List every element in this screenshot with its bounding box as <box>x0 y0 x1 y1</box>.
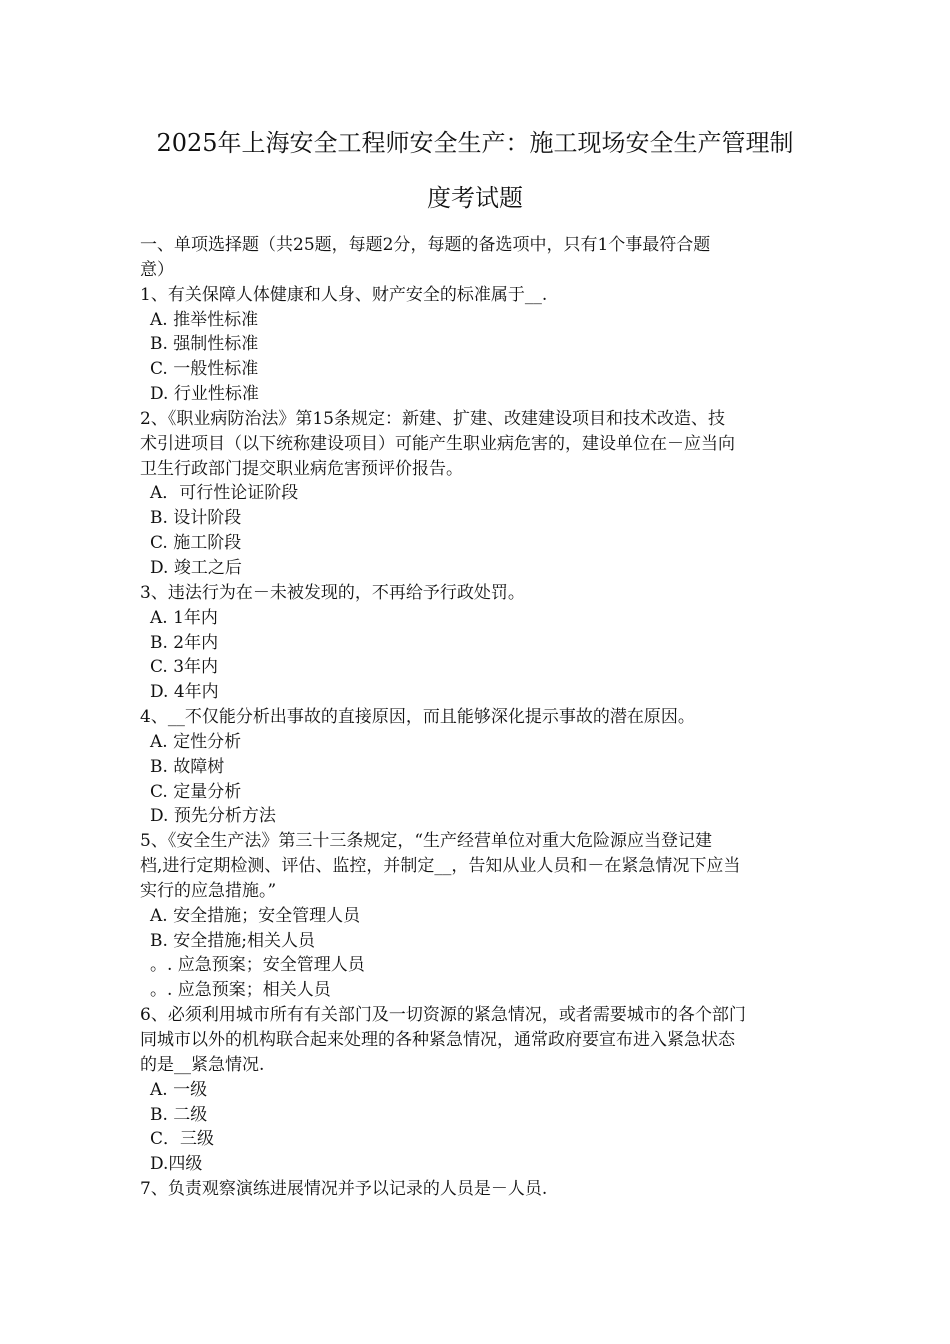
option-a: A. 推举性标准 <box>150 309 259 330</box>
question-text: 档,进行定期检测、评估、监控，并制定__，告知从业人员和－在紧急情况下应当 <box>140 856 741 877</box>
option-a: A．可行性论证阶段 <box>150 483 299 504</box>
question-text: 6、必须利用城市所有有关部门及一切资源的紧急情况，或者需要城市的各个部门 <box>140 1005 746 1026</box>
option-c: 。. 应急预案；安全管理人员 <box>150 955 365 976</box>
option-b: B. 故障树 <box>150 756 225 777</box>
option-c: C. 定量分析 <box>150 781 242 802</box>
option-d: 。. 应急预案；相关人员 <box>150 980 331 1001</box>
question-text: 7、负责观察演练进展情况并予以记录的人员是－人员. <box>140 1179 548 1200</box>
question-4 <box>140 705 830 829</box>
question-5 <box>140 829 830 1003</box>
option-a: A. 安全措施；安全管理人员 <box>150 905 361 926</box>
question-6 <box>140 1003 830 1177</box>
option-d: D. 预先分析方法 <box>150 806 276 827</box>
document-body <box>140 233 830 1202</box>
option-c: C. 3年内 <box>150 657 219 678</box>
option-a: A. 一级 <box>150 1079 208 1100</box>
question-text: 实行的应急措施。” <box>140 880 277 901</box>
option-b: B. 2年内 <box>150 632 219 653</box>
option-d: D.四级 <box>150 1154 203 1175</box>
question-text: 1、有关保障人体健康和人身、财产安全的标准属于__. <box>140 284 548 305</box>
option-c: C．三级 <box>150 1129 215 1150</box>
question-2 <box>140 407 830 581</box>
option-b: B. 强制性标准 <box>150 334 259 355</box>
question-1 <box>140 283 830 407</box>
option-a: A. 定性分析 <box>150 731 242 752</box>
question-7 <box>140 1177 830 1202</box>
option-c: C. 施工阶段 <box>150 533 242 554</box>
question-text: 的是__紧急情况. <box>140 1054 265 1075</box>
question-3 <box>140 581 830 705</box>
section-heading-line-2: 意） <box>140 259 174 280</box>
option-d: D. 行业性标准 <box>150 384 259 405</box>
question-text: 同城市以外的机构联合起来处理的各种紧急情况，通常政府要宣布进入紧急状态 <box>140 1030 735 1050</box>
option-c: C. 一般性标准 <box>150 359 259 380</box>
section-heading-line-1: 一、单项选择题（共25题，每题2分，每题的备选项中，只有1个事最符合题 <box>140 235 711 255</box>
question-text: 4、__不仅能分析出事故的直接原因，而且能够深化提示事故的潜在原因。 <box>140 707 695 728</box>
option-b: B. 二级 <box>150 1104 208 1125</box>
document-title-line-2: 度考试题 <box>427 184 523 212</box>
option-d: D. 4年内 <box>150 682 219 703</box>
question-text: 5、《安全生产法》第三十三条规定，“生产经营单位对重大危险源应当登记建 <box>140 831 713 852</box>
document-title-line-1: 2025年上海安全工程师安全生产：施工现场安全生产管理制 <box>156 129 794 157</box>
question-text: 3、违法行为在－未被发现的，不再给予行政处罚。 <box>140 582 525 603</box>
question-text: 卫生行政部门提交职业病危害预评价报告。 <box>140 458 463 479</box>
option-a: A. 1年内 <box>150 607 218 628</box>
option-d: D. 竣工之后 <box>150 557 242 578</box>
question-text: 2、《职业病防治法》第15条规定：新建、扩建、改建建设项目和技术改造、技 <box>140 408 725 429</box>
question-text: 术引进项目（以下统称建设项目）可能产生职业病危害的，建设单位在－应当向 <box>140 433 735 454</box>
option-b: B. 设计阶段 <box>150 508 242 529</box>
option-b: B. 安全措施;相关人员 <box>150 930 316 951</box>
